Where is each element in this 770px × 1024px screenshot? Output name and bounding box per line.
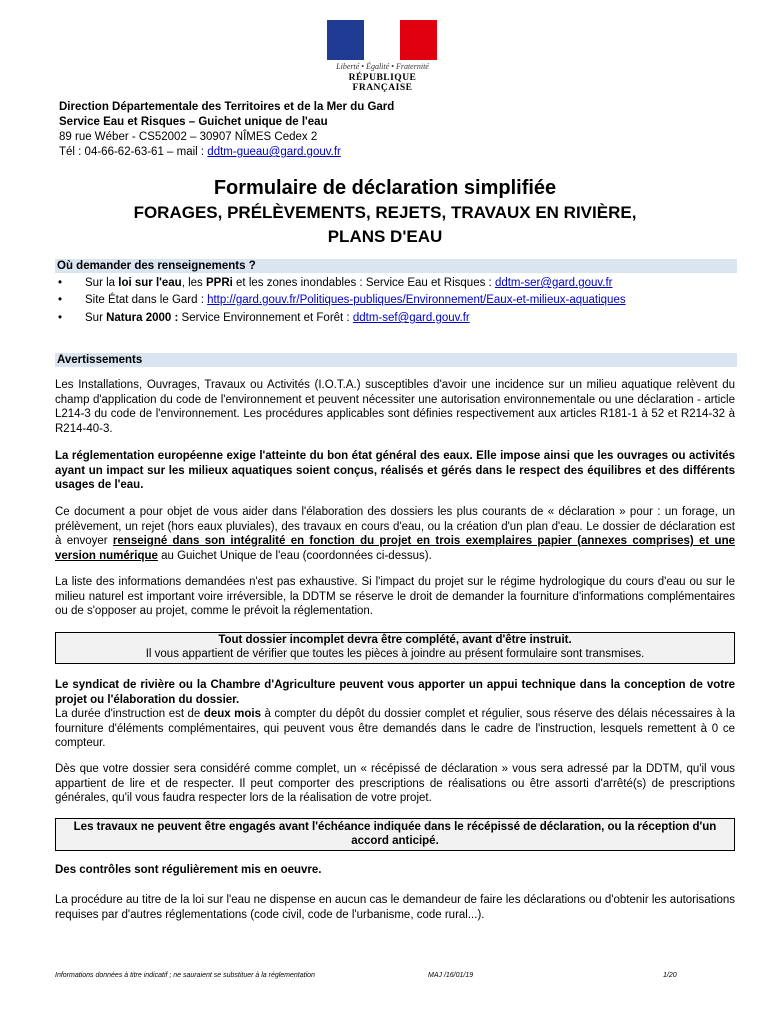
ser-email-link[interactable]: ddtm-ser@gard.gouv.fr <box>494 277 613 289</box>
gard-site-link[interactable]: http://gard.gouv.fr/Politiques-publiques/Environnement/Eaux-et-milieux-aquatiques <box>207 294 626 306</box>
info-bullet-3: • Sur Natura 2000 : Service Environnement et Forêt : ddtm-sef@gard.gouv.fr <box>58 312 470 324</box>
sef-email-link[interactable]: ddtm-sef@gard.gouv.fr <box>352 312 470 324</box>
notice-text: Il vous appartient de vérifier que toutes les pièces à joindre au présent formulaire sont transmises. <box>145 648 645 660</box>
page-subtitle-2: PLANS D'EAU <box>327 227 443 246</box>
warnings-heading: Avertissements <box>55 353 737 367</box>
warning-paragraph-3: Ce document a pour objet de vous aider dans l'élaboration des dossiers les plus courants de « déclaration » pour : un forage, un prélèvement, un rejet (hors eaux pluviales), des travaux en cours d'eau, ou la création d'un plan d'eau. Le dossier de déclaration est à envoyer renseigné dans son intégralité en fonction du projet en trois exemplaires papier (annexes comprises) et une version numérique au Guichet Unique de l'eau (coordonnées ci-dessus). <box>55 506 735 562</box>
logo-name: RÉPUBLIQUE FRANÇAISE <box>348 73 417 93</box>
footer-version: MAJ /16/01/19 <box>428 972 474 979</box>
info-section-heading: Où demander des renseignements ? <box>55 259 737 273</box>
email-link[interactable]: ddtm-gueau@gard.gouv.fr <box>207 146 341 158</box>
works-notice: Les travaux ne peuvent être engagés avant l'échéance indiquée dans le récépissé de déclaration, ou la réception d'un accord anticipé. <box>55 818 735 851</box>
marianne-flag-icon <box>327 20 437 60</box>
notice-bold: Tout dossier incomplet devra être complété, avant d'être instruit. <box>218 634 572 646</box>
warning-paragraph-6: Dès que votre dossier sera considéré comme complet, un « récépissé de déclaration » vous sera adressé par la DDTM, qu'il vous appartient de lire et de respecter. Il peut comporter des prescriptions de réalisations ou être assorti d'arrêté(s) de prescriptions générales, qu'il vous faudra respecter lors de la réalisation de votre projet. <box>55 763 735 804</box>
republique-francaise-logo <box>320 20 445 93</box>
warning-paragraph-2: La réglementation européenne exige l'atteinte du bon état général des eaux. Elle impose ainsi que les ouvrages ou activités ayant un impact sur les milieux aquatiques soient conçus, réalisés et gérés dans le respect des équilibres et des différents usages de l'eau. <box>55 450 735 491</box>
org-name: Direction Départementale des Territoires et de la Mer du Gard <box>59 101 395 113</box>
warning-paragraph-4: La liste des informations demandées n'est pas exhaustive. Si l'impact du projet sur le régime hydrologique du cours d'eau ou sur le milieu naturel est important voire irréversible, la DDTM se réserve le droit de demander la fourniture d'informations complémentaires ou de s'opposer au projet, comme le prévoit la réglementation. <box>55 576 735 617</box>
service-name: Service Eau et Risques – Guichet unique de l'eau <box>59 116 328 128</box>
incomplete-file-notice <box>55 632 735 664</box>
page-subtitle-1: FORAGES, PRÉLÈVEMENTS, REJETS, TRAVAUX EN RIVIÈRE, <box>133 203 637 222</box>
postal-address: 89 rue Wéber - CS52002 – 30907 NÎMES Cedex 2 <box>59 131 318 143</box>
warning-paragraph-1: Les Installations, Ouvrages, Travaux ou Activités (I.O.T.A.) susceptibles d'avoir une incidence sur un milieu aquatique relèvent du champ d'application du code de l'environnement et peuvent nécessiter une autorisation environnementale ou une déclaration - article L214-3 du code de l'environnement. Les procédures applicables sont définies respectivement aux articles R181-1 à 52 et R214-32 à R214-40-3. <box>55 379 735 435</box>
contact-line <box>59 145 394 160</box>
sender-address <box>59 100 394 160</box>
warning-paragraph-8: La procédure au titre de la loi sur l'eau ne dispense en aucun cas le demandeur de faire les déclarations ou d'obtenir les autorisations requises par d'autres réglementations (code civil, code de l'urbanisme, code rural...). <box>55 894 735 921</box>
warning-paragraph-5: Le syndicat de rivière ou la Chambre d'Agriculture peuvent vous apporter un appui technique dans la conception de votre projet ou l'élaboration du dossier. La durée d'instruction est de deux mois à compter du dépôt du dossier complet et régulier, sous réserve des délais nécessaires à la fourniture d'éléments complémentaires, qui peuvent vous être demandés dans le cadre de l'instruction, lesquels remettent à 0 ce compteur. <box>55 679 735 749</box>
controls-statement: Des contrôles sont régulièrement mis en oeuvre. <box>55 864 322 876</box>
info-bullet-1: • Sur la loi sur l'eau, les PPRi et les zones inondables : Service Eau et Risques : ddtm-ser@gard.gouv.fr <box>58 277 613 289</box>
info-bullet-2: • Site État dans le Gard : http://gard.gouv.fr/Politiques-publiques/Environnement/Eaux-et-milieux-aquatiques <box>58 294 626 306</box>
phone-text: Tél : 04-66-62-63-61 – mail : <box>59 146 208 158</box>
page-title: Formulaire de déclaration simplifiée <box>213 177 557 199</box>
logo-motto: Liberté • Égalité • Fraternité <box>336 62 429 71</box>
footer-disclaimer: Informations données à titre indicatif ; ne sauraient se substituer à la réglementation <box>55 972 315 979</box>
footer-page-number: 1/20 <box>663 972 677 979</box>
page-title-block <box>55 176 715 248</box>
